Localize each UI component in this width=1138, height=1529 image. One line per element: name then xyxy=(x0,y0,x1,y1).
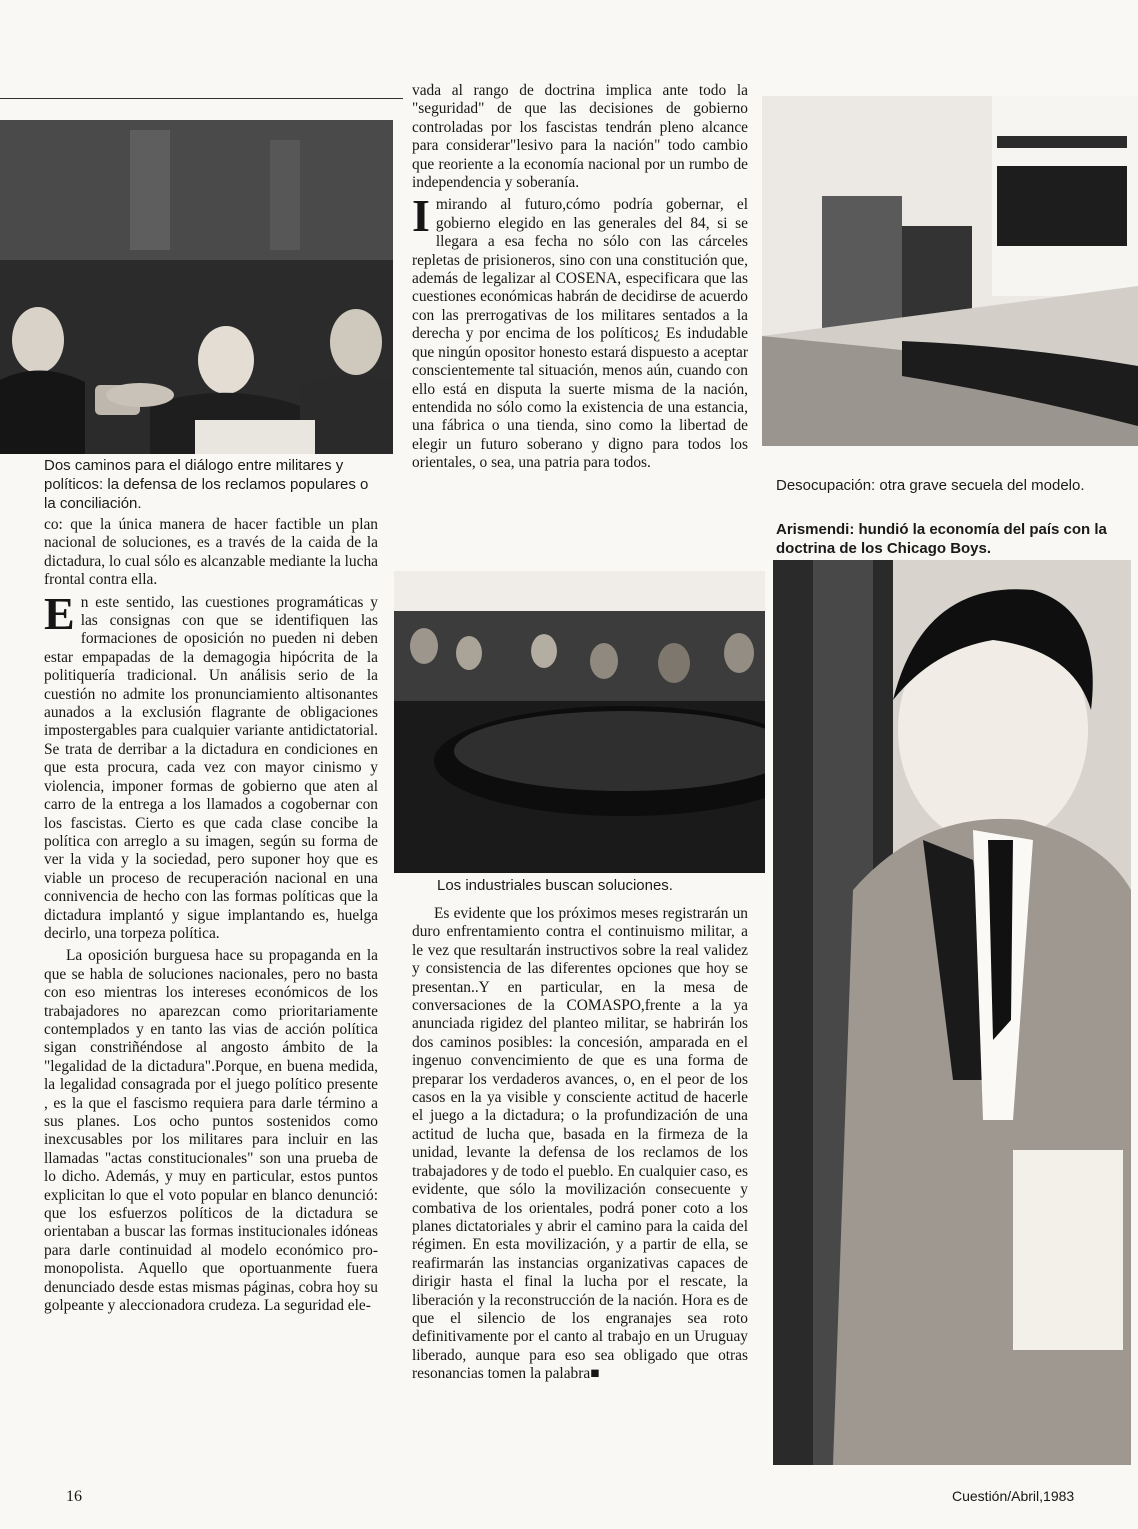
photo-street-queue xyxy=(762,96,1138,446)
page-number: 16 xyxy=(66,1488,82,1505)
caption-street: Desocupación: otra grave secuela del modelo. xyxy=(776,477,1085,494)
column-left xyxy=(44,516,378,1319)
left-paragraph-2: En este sentido, las cuestiones programáticas y las consignas con que se identifiquen las formaciones de oposición no pueden ni deben estar empapadas de la demagogia hipócrita de la politiquería tradicional. Un análisis serio de la cuestión no admite los pronunciamiento altisonantes aunados a la exclusión flagrante de obligaciones impostergables para cualquier variante antidictatorial. Se trata de derribar a la dictadura en condiciones en que esta procura, cada vez con mayor cinismo y violencia, imponer formas de gobierno que aten al carro de la entrega a los llamados a cogobernar con los fascistas. Cierto es que cada clase concibe la política con arreglo a su imagen, según su forma de ver la vida y la sociedad, pero suponer hoy que es viable un proceso de recuperación nacional en una connivencia de hecho con las formas políticas que la dictadura implantó y sigue implantando es, huelga decirlo, una torpeza política. xyxy=(44,587,378,942)
middle-paragraph-2: Imirando al futuro,cómo podría gobernar, el gobierno elegido en las generales del 84, si se llegara a esa fecha no sólo con las cárceles repletas de prisioneros, sino con una constitución que, además de legalizar al COSENA, especificara que las cuestiones económicas habrán de decidirse de acuerdo con las prerrogativas de los militares sentados a la derecha y por encima de los políticos¿ Es indudable que ningún opositor honesto estará dispuesto a aceptar conscientemente tal situación, menos aún, cuando con ello está en disputa la suerte misma de la nación, entendida no sólo como la existencia de una estancia, una fábrica o una tienda, sino como la libertad de elegir un futuro soberano y digno para todos los orientales, o sea, una patria para todos. xyxy=(412,190,748,472)
end-mark-icon: ■ xyxy=(590,1365,600,1383)
dropcap-i: I xyxy=(412,190,430,242)
left-paragraph-1: co: que la única manera de hacer factible un plan nacional de soluciones, es a través de la caida de la dictadura, lo cual sólo es alcanzable mediante la lucha frontal contra ella. xyxy=(44,516,378,589)
dropcap-e: E xyxy=(44,587,75,639)
column-middle-bottom xyxy=(412,905,748,1388)
photo-politicians xyxy=(0,120,393,454)
issue-label: Cuestión/Abril,1983 xyxy=(952,1488,1075,1504)
top-rule xyxy=(0,98,403,99)
caption-industrialists: Los industriales buscan soluciones. xyxy=(437,877,673,894)
photo-arismendi xyxy=(773,560,1131,1465)
middle-paragraph-1: vada al rango de doctrina implica ante todo la "seguridad" de que las decisiones de gobierno controladas por los fascistas tendrán pleno alcance para considerar"lesivo para la nación" todo cambio que reoriente a la economía nacional por un rumbo de independencia y soberanía. xyxy=(412,82,748,192)
caption-politicians: Dos caminos para el diálogo entre militares y políticos: la defensa de los reclamos populares o la conciliación. xyxy=(44,457,369,512)
photo-industrialists xyxy=(394,571,765,873)
middle-paragraph-3: Es evidente que los próximos meses registrarán un duro enfrentamiento contra el continuismo militar, a le vez que resultarán instructivos sobre la real validez y consistencia de las diferentes opciones que hoy se presentan..Y en particular, en la mesa de conversaciones de la COMASPO,frente a la ya anunciada rigidez del planteo militar, se habrirán los dos caminos posibles: la concesión, amparada en el ingenuo convencimiento de que es una forma de preparar los verdaderos avances, o, en el peor de los casos en la ya visible y consciente actitud de hacerle el juego a la dictadura; o la profundización de una actitud de lucha que, basada en la firmeza de la unidad, levante la defensa de los reclamos de los trabajadores y de todo el pueblo. En cualquier caso, es evidente, que sólo la movilización consecuente y combativa de los orientales, podrá poner coto a los planes dictatoriales y abrir el camino para la caida del régimen. En esta movilización, y a partir de ella, se reafirmarán las instancias organizativas capaces de dirigir hasta el final la lucha por el rescate, la liberación y la reconstrucción de la nación. Hora es de que el silencio de los engranajes sea roto definitivamente por el canto al trabajo en un Uruguay liberado, aunque para eso sea obligado que otras resonancias tomen la palabra■ xyxy=(412,905,748,1383)
column-middle-top xyxy=(412,82,748,477)
left-paragraph-3: La oposición burguesa hace su propaganda en la que se habla de soluciones nacionales, pero no basta con eso mientras los intereses económicos de los trabajadores no aparezcan como prioritariamente contemplados y en tanto las vias de acción política sigan constriñéndose al angosto ámbito de la "legalidad de la dictadura".Porque, en buena medida, la legalidad consagrada por el juego político presente , es la que el fascismo requiera para darle término a sus planes. Los ocho puntos sostenidos como inexcusables por los militares para incluir en las llamadas "actas constitucionales" son una prueba de lo dicho. Además, y muy en particular, estos puntos explicitan lo que el voto popular en blanco denunció: que los esfuerzos políticos de la dictadura se orientaban a buscar las formas institucionales idóneas para darle continuidad al modelo económico pro-monopolista. Aquello que oportuanmente fuera denunciado desde estas mismas páginas, cobra hoy su golpeante y aleccionadora crudeza. La seguridad ele- xyxy=(44,947,378,1315)
caption-arismendi: Arismendi: hundió la economía del país con la doctrina de los Chicago Boys. xyxy=(776,521,1107,557)
